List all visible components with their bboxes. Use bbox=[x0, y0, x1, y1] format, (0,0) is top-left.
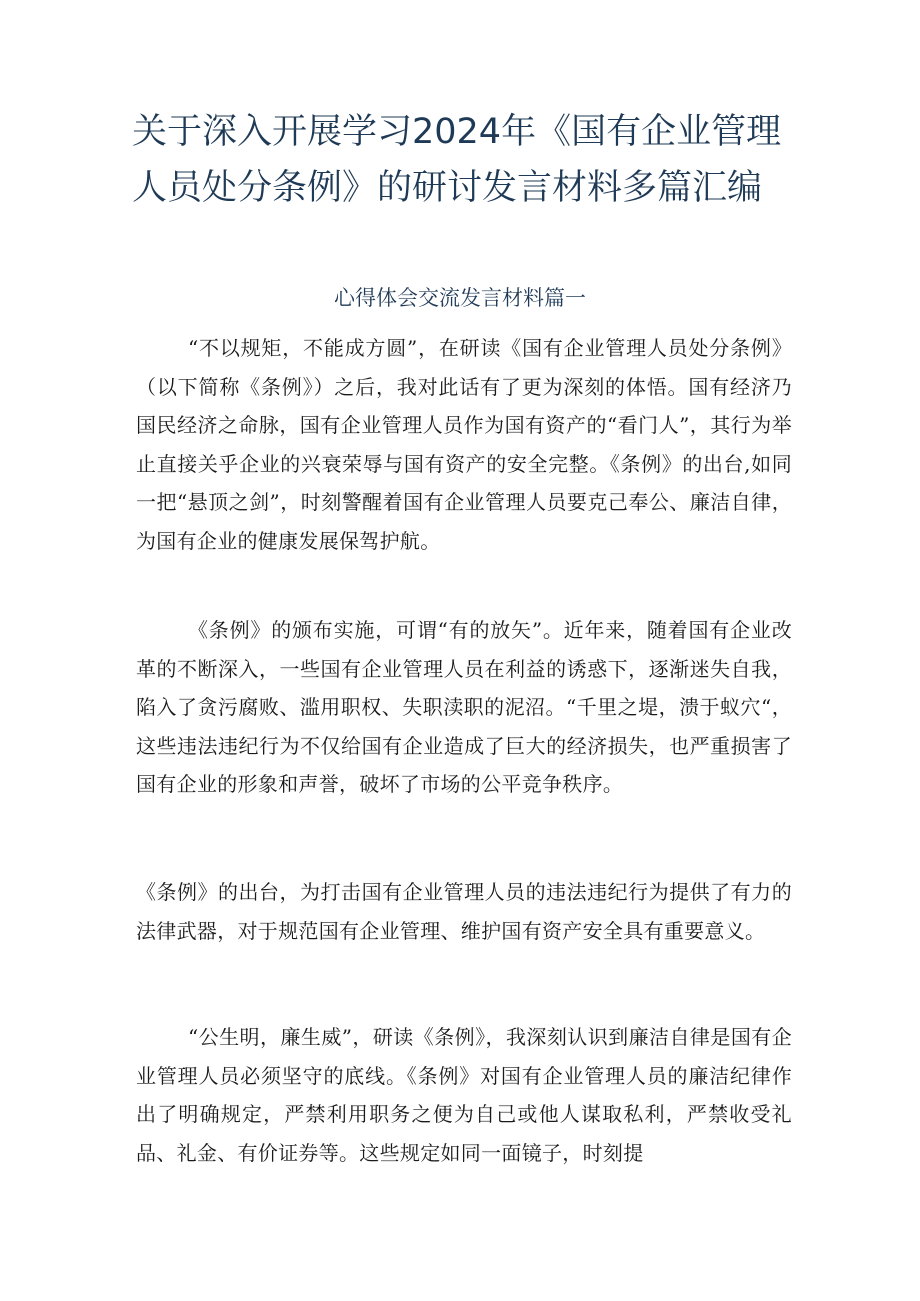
paragraph-2: 《条例》的颁布实施，可谓“有的放矢”。近年来，随着国有企业改革的不断深入，一些国有企业管理人员在利益的诱惑下，逐渐迷失自我，陷入了贪污腐败、滥用职权、失职渎职的泥沼。“千里之堤，溃于蚁穴“，这些违法违纪行为不仅给国有企业造成了巨大的经济损失，也严重损害了国有企业的形象和声誉，破坏了市场的公平竞争秩序。 bbox=[136, 618, 792, 796]
paragraph-4: “公生明，廉生威”，研读《条例》，我深刻认识到廉洁自律是国有企业管理人员必须坚守的底线。《条例》对国有企业管理人员的廉洁纪律作出了明确规定，严禁利用职务之便为自己或他人谋取私利，严禁收受礼品、礼金、有价证券等。这些规定如同一面镜子，时刻提 bbox=[136, 1025, 792, 1165]
paragraph-1: “不以规矩，不能成方圆”，在研读《国有企业管理人员处分条例》（以下简称《条例》）之后，我对此话有了更为深刻的体悟。国有经济乃国民经济之命脉，国有企业管理人员作为国有资产的“看门人”，其行为举止直接关乎企业的兴衰荣辱与国有资产的安全完整。《条例》的出台,如同一把“悬顶之剑”，时刻警醒着国有企业管理人员要克己奉公、廉洁自律，为国有企业的健康发展保驾护航。 bbox=[136, 336, 792, 553]
paragraph-3: 《条例》的出台，为打击国有企业管理人员的违法违纪行为提供了有力的法律武器，对于规范国有企业管理、维护国有资产安全具有重要意义。 bbox=[136, 880, 792, 943]
document-title: 关于深入开展学习2024年《国有企业管理人员处分条例》的研讨发言材料多篇汇编 bbox=[132, 112, 782, 208]
section-heading: 心得体会交流发言材料篇一 bbox=[334, 286, 586, 310]
